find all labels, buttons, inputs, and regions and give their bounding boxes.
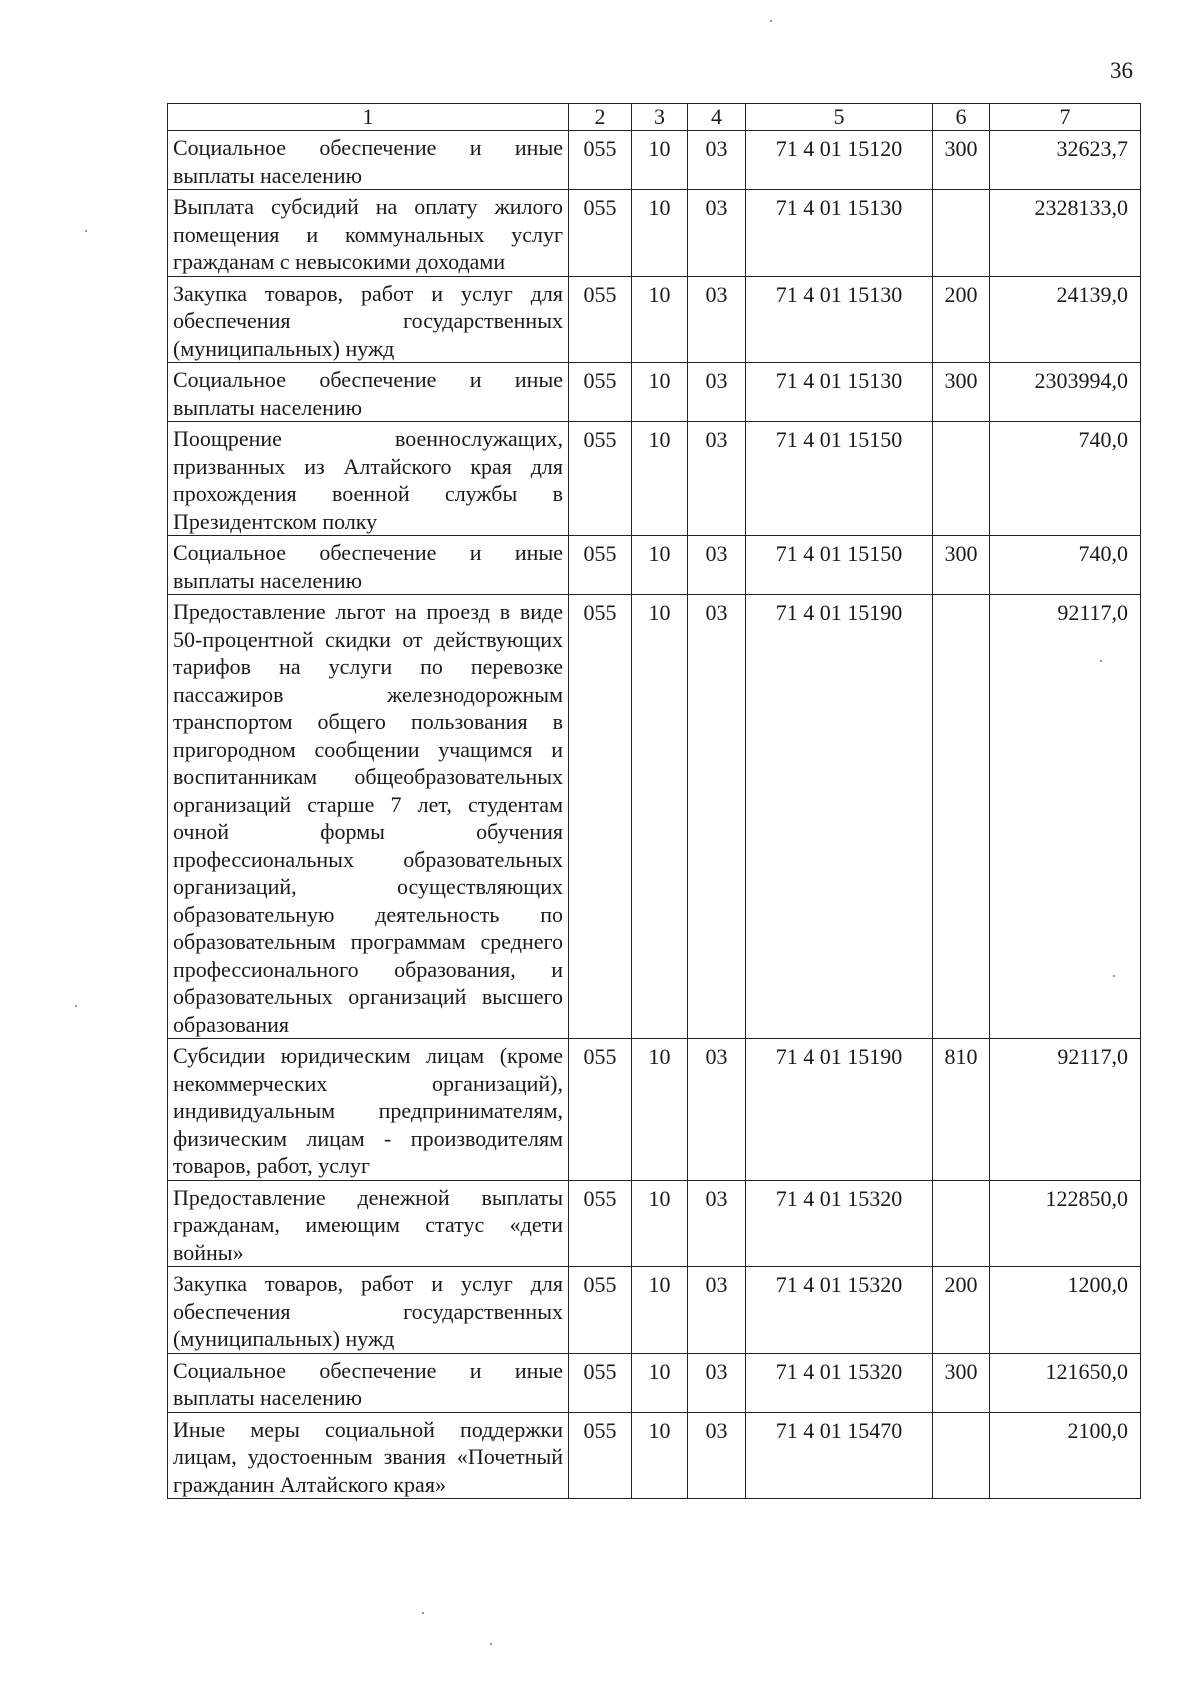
scan-speck xyxy=(490,1643,492,1645)
expense-type-code xyxy=(933,1180,990,1267)
amount: 2303994,0 xyxy=(990,363,1141,422)
target-article-code: 71 4 01 15190 xyxy=(746,1039,933,1181)
row-description: Закупка товаров, работ и услуг для обеспечения государственных (муниципальных) нужд xyxy=(168,1267,569,1354)
expense-type-code: 810 xyxy=(933,1039,990,1181)
expense-type-code: 300 xyxy=(933,1353,990,1412)
subsection-code: 03 xyxy=(688,276,746,363)
table-row xyxy=(168,190,1141,277)
section-code: 10 xyxy=(632,536,688,595)
subsection-code: 03 xyxy=(688,131,746,190)
ministry-code: 055 xyxy=(569,595,632,1039)
table-row xyxy=(168,1039,1141,1181)
ministry-code: 055 xyxy=(569,1180,632,1267)
target-article-code: 71 4 01 15130 xyxy=(746,190,933,277)
section-code: 10 xyxy=(632,276,688,363)
amount: 122850,0 xyxy=(990,1180,1141,1267)
column-header: 2 xyxy=(569,104,632,131)
ministry-code: 055 xyxy=(569,536,632,595)
target-article-code: 71 4 01 15320 xyxy=(746,1180,933,1267)
expense-type-code: 200 xyxy=(933,276,990,363)
row-description: Социальное обеспечение и иные выплаты населению xyxy=(168,131,569,190)
row-description: Социальное обеспечение и иные выплаты населению xyxy=(168,1353,569,1412)
target-article-code: 71 4 01 15320 xyxy=(746,1267,933,1354)
expense-type-code: 300 xyxy=(933,363,990,422)
section-code: 10 xyxy=(632,363,688,422)
row-description: Социальное обеспечение и иные выплаты населению xyxy=(168,536,569,595)
section-code: 10 xyxy=(632,1267,688,1354)
section-code: 10 xyxy=(632,422,688,536)
scan-speck xyxy=(422,1612,424,1614)
section-code: 10 xyxy=(632,1412,688,1499)
amount: 2100,0 xyxy=(990,1412,1141,1499)
amount: 92117,0 xyxy=(990,595,1141,1039)
expense-type-code xyxy=(933,190,990,277)
table-row xyxy=(168,1412,1141,1499)
subsection-code: 03 xyxy=(688,363,746,422)
row-description: Предоставление льгот на проезд в виде 50-процентной скидки от действующих тарифов на услуги по перевозке пассажиров железнодорожным транспортом общего пользования в пригородном сообщении учащимся и воспитанникам общеобразовательных организаций старше 7 лет, студентам очной формы обучения профессиональных образовательных организаций, осуществляющих образовательную деятельность по образовательным программам среднего профессионального образования, и образовательных организаций высшего образования xyxy=(168,595,569,1039)
row-description: Выплата субсидий на оплату жилого помещения и коммунальных услуг гражданам с невысокими доходами xyxy=(168,190,569,277)
subsection-code: 03 xyxy=(688,536,746,595)
scan-speck xyxy=(770,20,772,22)
column-header: 4 xyxy=(688,104,746,131)
subsection-code: 03 xyxy=(688,190,746,277)
subsection-code: 03 xyxy=(688,595,746,1039)
row-description: Поощрение военнослужащих, призванных из Алтайского края для прохождения военной службы в Президентском полку xyxy=(168,422,569,536)
ministry-code: 055 xyxy=(569,1353,632,1412)
row-description: Предоставление денежной выплаты гражданам, имеющим статус «дети войны» xyxy=(168,1180,569,1267)
ministry-code: 055 xyxy=(569,422,632,536)
amount: 121650,0 xyxy=(990,1353,1141,1412)
expense-type-code: 200 xyxy=(933,1267,990,1354)
target-article-code: 71 4 01 15130 xyxy=(746,363,933,422)
subsection-code: 03 xyxy=(688,1267,746,1354)
scan-speck xyxy=(1113,975,1115,977)
section-code: 10 xyxy=(632,1039,688,1181)
row-description: Субсидии юридическим лицам (кроме некоммерческих организаций), индивидуальным предпринимателям, физическим лицам - производителям товаров, работ, услуг xyxy=(168,1039,569,1181)
subsection-code: 03 xyxy=(688,1180,746,1267)
table-row xyxy=(168,1267,1141,1354)
amount: 740,0 xyxy=(990,422,1141,536)
scan-speck xyxy=(75,1005,77,1007)
ministry-code: 055 xyxy=(569,1412,632,1499)
amount: 740,0 xyxy=(990,536,1141,595)
table-row xyxy=(168,363,1141,422)
amount: 32623,7 xyxy=(990,131,1141,190)
expense-type-code xyxy=(933,1412,990,1499)
column-header: 7 xyxy=(990,104,1141,131)
expense-type-code: 300 xyxy=(933,131,990,190)
target-article-code: 71 4 01 15130 xyxy=(746,276,933,363)
subsection-code: 03 xyxy=(688,1412,746,1499)
expense-type-code xyxy=(933,595,990,1039)
section-code: 10 xyxy=(632,595,688,1039)
expense-type-code: 300 xyxy=(933,536,990,595)
amount: 24139,0 xyxy=(990,276,1141,363)
target-article-code: 71 4 01 15150 xyxy=(746,422,933,536)
target-article-code: 71 4 01 15320 xyxy=(746,1353,933,1412)
row-description: Социальное обеспечение и иные выплаты населению xyxy=(168,363,569,422)
scan-speck xyxy=(85,230,87,232)
amount: 2328133,0 xyxy=(990,190,1141,277)
table-row xyxy=(168,536,1141,595)
row-description: Закупка товаров, работ и услуг для обеспечения государственных (муниципальных) нужд xyxy=(168,276,569,363)
target-article-code: 71 4 01 15190 xyxy=(746,595,933,1039)
ministry-code: 055 xyxy=(569,276,632,363)
ministry-code: 055 xyxy=(569,131,632,190)
table-body xyxy=(168,131,1141,1499)
section-code: 10 xyxy=(632,1353,688,1412)
table-row xyxy=(168,422,1141,536)
table-row xyxy=(168,276,1141,363)
table-row xyxy=(168,1353,1141,1412)
column-header: 3 xyxy=(632,104,688,131)
column-header: 6 xyxy=(933,104,990,131)
table-row xyxy=(168,1180,1141,1267)
section-code: 10 xyxy=(632,131,688,190)
column-header: 5 xyxy=(746,104,933,131)
expense-type-code xyxy=(933,422,990,536)
ministry-code: 055 xyxy=(569,1039,632,1181)
ministry-code: 055 xyxy=(569,1267,632,1354)
target-article-code: 71 4 01 15150 xyxy=(746,536,933,595)
column-header-row xyxy=(168,104,1141,131)
scan-speck xyxy=(1100,660,1102,662)
ministry-code: 055 xyxy=(569,190,632,277)
row-description: Иные меры социальной поддержки лицам, удостоенным звания «Почетный гражданин Алтайского края» xyxy=(168,1412,569,1499)
target-article-code: 71 4 01 15470 xyxy=(746,1412,933,1499)
table-row xyxy=(168,595,1141,1039)
target-article-code: 71 4 01 15120 xyxy=(746,131,933,190)
amount: 92117,0 xyxy=(990,1039,1141,1181)
column-header: 1 xyxy=(168,104,569,131)
budget-table xyxy=(167,103,1141,1499)
section-code: 10 xyxy=(632,190,688,277)
subsection-code: 03 xyxy=(688,422,746,536)
subsection-code: 03 xyxy=(688,1039,746,1181)
table-row xyxy=(168,131,1141,190)
page-number: 36 xyxy=(1110,58,1133,83)
section-code: 10 xyxy=(632,1180,688,1267)
amount: 1200,0 xyxy=(990,1267,1141,1354)
subsection-code: 03 xyxy=(688,1353,746,1412)
ministry-code: 055 xyxy=(569,363,632,422)
